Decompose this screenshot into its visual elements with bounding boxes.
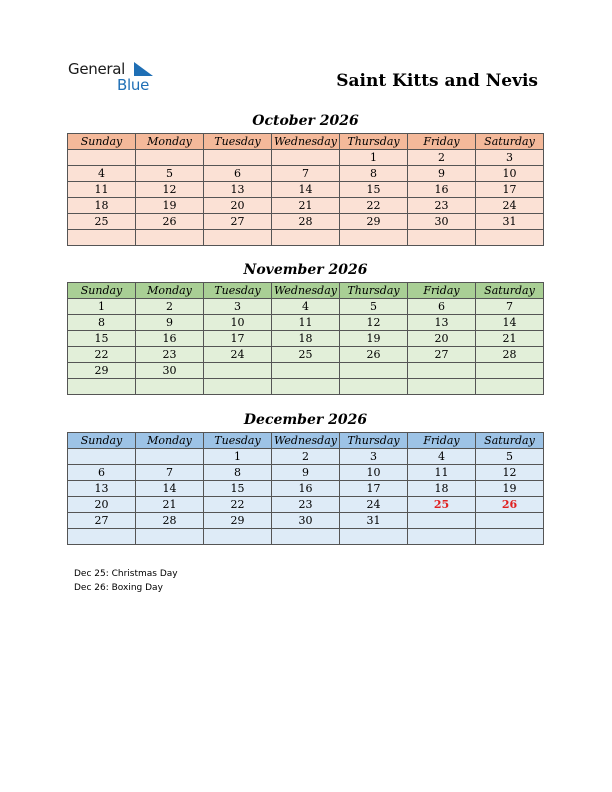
empty-day-cell <box>272 363 340 379</box>
calendar-body <box>68 449 544 545</box>
empty-day-cell <box>68 379 136 395</box>
logo-triangle-icon <box>134 62 154 76</box>
day-cell: 20 <box>204 198 272 214</box>
day-cell: 5 <box>136 166 204 182</box>
weekday-header: Thursday <box>340 433 408 449</box>
day-cell: 16 <box>136 331 204 347</box>
day-cell: 16 <box>272 481 340 497</box>
calendar-body <box>68 150 544 246</box>
empty-day-cell <box>408 529 476 545</box>
weekday-header: Tuesday <box>204 433 272 449</box>
week-row <box>68 214 544 230</box>
empty-day-cell <box>136 230 204 246</box>
weekday-header: Wednesday <box>272 134 340 150</box>
day-cell: 9 <box>408 166 476 182</box>
week-row <box>68 347 544 363</box>
empty-day-cell <box>340 379 408 395</box>
week-row <box>68 182 544 198</box>
logo-word-general: General <box>68 60 126 78</box>
day-cell: 30 <box>136 363 204 379</box>
empty-day-cell <box>68 230 136 246</box>
day-cell: 22 <box>68 347 136 363</box>
week-row <box>68 513 544 529</box>
day-cell: 11 <box>68 182 136 198</box>
weekday-header: Thursday <box>340 134 408 150</box>
day-cell: 24 <box>476 198 544 214</box>
day-cell: 14 <box>272 182 340 198</box>
day-cell: 17 <box>204 331 272 347</box>
day-cell: 22 <box>204 497 272 513</box>
weekday-header: Saturday <box>476 283 544 299</box>
day-cell: 24 <box>204 347 272 363</box>
day-cell: 6 <box>408 299 476 315</box>
weekday-header: Friday <box>408 134 476 150</box>
empty-day-cell <box>204 230 272 246</box>
day-cell: 30 <box>408 214 476 230</box>
day-cell: 7 <box>136 465 204 481</box>
day-cell: 8 <box>204 465 272 481</box>
day-cell: 17 <box>340 481 408 497</box>
logo-word-blue: Blue <box>117 76 149 94</box>
day-cell: 29 <box>340 214 408 230</box>
day-cell: 23 <box>272 497 340 513</box>
week-row <box>68 481 544 497</box>
empty-day-cell <box>204 529 272 545</box>
empty-day-cell <box>476 513 544 529</box>
holiday-day-cell: 25 <box>408 497 476 513</box>
day-cell: 27 <box>204 214 272 230</box>
month-title-october: October 2026 <box>252 113 359 129</box>
day-cell: 9 <box>136 315 204 331</box>
day-cell: 13 <box>408 315 476 331</box>
empty-day-cell <box>136 449 204 465</box>
day-cell: 19 <box>340 331 408 347</box>
week-row <box>68 529 544 545</box>
day-cell: 13 <box>68 481 136 497</box>
empty-day-cell <box>68 449 136 465</box>
day-cell: 15 <box>68 331 136 347</box>
day-cell: 29 <box>68 363 136 379</box>
week-row <box>68 150 544 166</box>
day-cell: 8 <box>68 315 136 331</box>
holiday-note: Dec 26: Boxing Day <box>74 583 163 593</box>
day-cell: 25 <box>272 347 340 363</box>
day-cell: 29 <box>204 513 272 529</box>
day-cell: 1 <box>68 299 136 315</box>
week-row <box>68 299 544 315</box>
week-row <box>68 315 544 331</box>
day-cell: 19 <box>476 481 544 497</box>
day-cell: 5 <box>340 299 408 315</box>
day-cell: 21 <box>136 497 204 513</box>
day-cell: 5 <box>476 449 544 465</box>
calendar-body <box>68 299 544 395</box>
day-cell: 17 <box>476 182 544 198</box>
week-row <box>68 465 544 481</box>
empty-day-cell <box>136 150 204 166</box>
day-cell: 30 <box>272 513 340 529</box>
country-title: Saint Kitts and Nevis <box>336 71 538 91</box>
weekday-header: Sunday <box>68 134 136 150</box>
empty-day-cell <box>68 150 136 166</box>
weekday-header: Monday <box>136 283 204 299</box>
day-cell: 18 <box>68 198 136 214</box>
empty-day-cell <box>476 230 544 246</box>
day-cell: 16 <box>408 182 476 198</box>
week-row <box>68 363 544 379</box>
day-cell: 27 <box>408 347 476 363</box>
week-row <box>68 230 544 246</box>
weekday-header: Friday <box>408 433 476 449</box>
empty-day-cell <box>204 363 272 379</box>
weekday-header: Saturday <box>476 433 544 449</box>
weekday-header: Sunday <box>68 433 136 449</box>
weekday-header: Monday <box>136 433 204 449</box>
day-cell: 12 <box>136 182 204 198</box>
day-cell: 9 <box>272 465 340 481</box>
weekday-header: Wednesday <box>272 283 340 299</box>
day-cell: 26 <box>340 347 408 363</box>
week-row <box>68 198 544 214</box>
day-cell: 6 <box>68 465 136 481</box>
day-cell: 2 <box>408 150 476 166</box>
day-cell: 21 <box>476 331 544 347</box>
day-cell: 4 <box>408 449 476 465</box>
empty-day-cell <box>408 363 476 379</box>
day-cell: 6 <box>204 166 272 182</box>
calendar-november <box>67 282 544 395</box>
day-cell: 18 <box>272 331 340 347</box>
day-cell: 13 <box>204 182 272 198</box>
week-row <box>68 497 544 513</box>
day-cell: 27 <box>68 513 136 529</box>
empty-day-cell <box>340 529 408 545</box>
day-cell: 25 <box>68 214 136 230</box>
day-cell: 14 <box>136 481 204 497</box>
day-cell: 10 <box>476 166 544 182</box>
day-cell: 8 <box>340 166 408 182</box>
day-cell: 4 <box>68 166 136 182</box>
holiday-notes <box>74 567 178 595</box>
empty-day-cell <box>476 529 544 545</box>
day-cell: 28 <box>136 513 204 529</box>
holiday-note: Dec 25: Christmas Day <box>74 569 178 579</box>
empty-day-cell <box>272 379 340 395</box>
day-cell: 4 <box>272 299 340 315</box>
empty-day-cell <box>272 150 340 166</box>
empty-day-cell <box>408 379 476 395</box>
day-cell: 20 <box>408 331 476 347</box>
weekday-header: Saturday <box>476 134 544 150</box>
day-cell: 1 <box>204 449 272 465</box>
empty-day-cell <box>476 363 544 379</box>
weekday-header: Tuesday <box>204 134 272 150</box>
weekday-header: Wednesday <box>272 433 340 449</box>
day-cell: 3 <box>476 150 544 166</box>
week-row <box>68 166 544 182</box>
day-cell: 7 <box>272 166 340 182</box>
weekday-header: Tuesday <box>204 283 272 299</box>
weekday-header: Sunday <box>68 283 136 299</box>
day-cell: 1 <box>340 150 408 166</box>
day-cell: 3 <box>340 449 408 465</box>
weekday-header-row <box>68 134 544 150</box>
day-cell: 10 <box>340 465 408 481</box>
day-cell: 12 <box>476 465 544 481</box>
day-cell: 7 <box>476 299 544 315</box>
weekday-header: Monday <box>136 134 204 150</box>
month-title-december: December 2026 <box>243 412 368 428</box>
day-cell: 11 <box>408 465 476 481</box>
day-cell: 21 <box>272 198 340 214</box>
empty-day-cell <box>340 363 408 379</box>
day-cell: 28 <box>272 214 340 230</box>
day-cell: 31 <box>340 513 408 529</box>
month-title-november: November 2026 <box>243 262 368 278</box>
day-cell: 3 <box>204 299 272 315</box>
day-cell: 11 <box>272 315 340 331</box>
week-row <box>68 449 544 465</box>
day-cell: 15 <box>340 182 408 198</box>
generalblue-logo <box>68 60 168 96</box>
day-cell: 12 <box>340 315 408 331</box>
calendar-december <box>67 432 544 545</box>
day-cell: 24 <box>340 497 408 513</box>
day-cell: 2 <box>272 449 340 465</box>
holiday-day-cell: 26 <box>476 497 544 513</box>
weekday-header-row <box>68 433 544 449</box>
day-cell: 28 <box>476 347 544 363</box>
weekday-header: Thursday <box>340 283 408 299</box>
day-cell: 31 <box>476 214 544 230</box>
day-cell: 23 <box>136 347 204 363</box>
empty-day-cell <box>204 150 272 166</box>
day-cell: 19 <box>136 198 204 214</box>
empty-day-cell <box>408 230 476 246</box>
weekday-header-row <box>68 283 544 299</box>
empty-day-cell <box>136 529 204 545</box>
day-cell: 22 <box>340 198 408 214</box>
empty-day-cell <box>272 230 340 246</box>
day-cell: 20 <box>68 497 136 513</box>
empty-day-cell <box>68 529 136 545</box>
day-cell: 23 <box>408 198 476 214</box>
week-row <box>68 379 544 395</box>
day-cell: 15 <box>204 481 272 497</box>
day-cell: 14 <box>476 315 544 331</box>
day-cell: 26 <box>136 214 204 230</box>
empty-day-cell <box>340 230 408 246</box>
empty-day-cell <box>272 529 340 545</box>
week-row <box>68 331 544 347</box>
day-cell: 2 <box>136 299 204 315</box>
empty-day-cell <box>408 513 476 529</box>
empty-day-cell <box>204 379 272 395</box>
calendar-october <box>67 133 544 246</box>
empty-day-cell <box>476 379 544 395</box>
empty-day-cell <box>136 379 204 395</box>
weekday-header: Friday <box>408 283 476 299</box>
day-cell: 10 <box>204 315 272 331</box>
day-cell: 18 <box>408 481 476 497</box>
